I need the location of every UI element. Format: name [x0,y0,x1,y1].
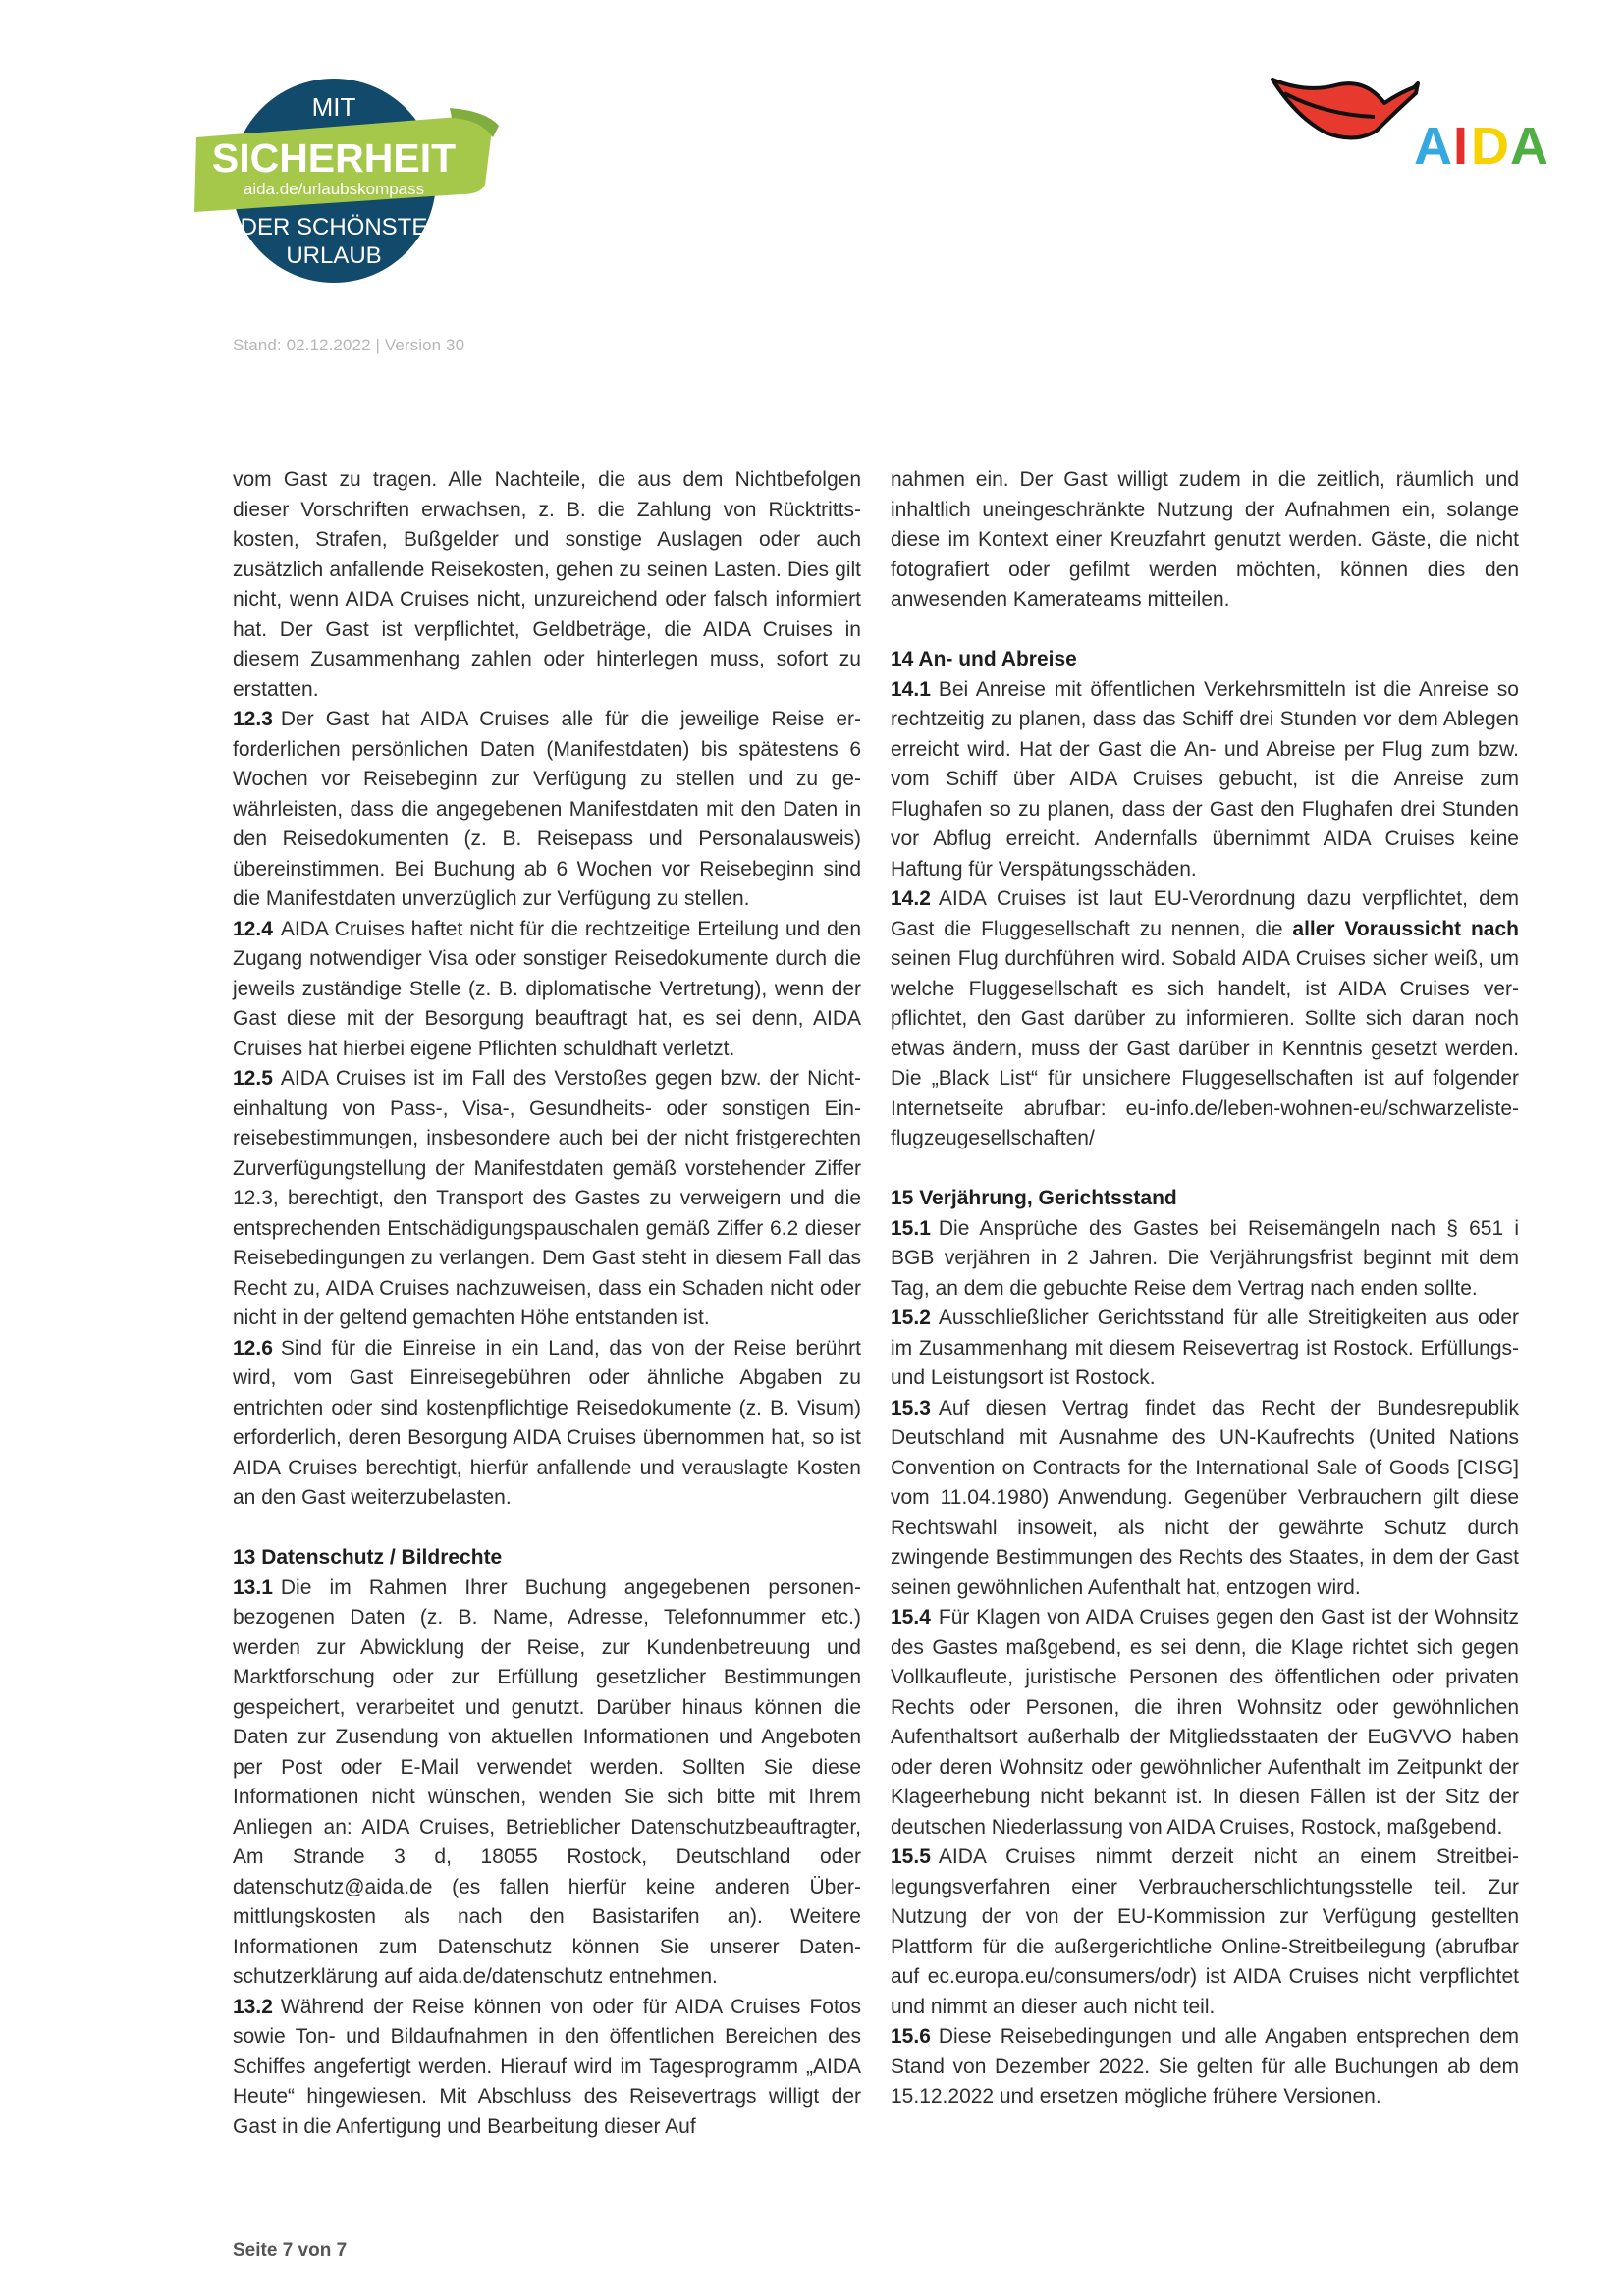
clause-15-4 [891,1603,1519,1842]
clause-text: AIDA Cruises nimmt derzeit nicht an einem Streitbeilegungsverfahren einer Verbraucherschlichtungsstelle teil. Zur Nutzung der von der EU-Kommission zur Verfügung gestellten Plattform für die außergerichtliche Online-Streitbeilegung (abrufbar auf ec.europa.eu/consumers/odr) ist AIDA Cruises nicht verpflichtet und nimmt an dieser auch nicht teil. [891,1845,1519,2018]
logo-letter-a1: A [1414,117,1452,172]
clause-text: Die Ansprüche des Gastes bei Reisemängeln nach § 651 i BGB verjähren in 2 Jahren. Die Verjährungsfrist beginnt mit dem Tag, an dem die gebuchte Reise dem Vertrag nach enden sollte. [891,1216,1519,1300]
logo-letter-a2: A [1510,117,1548,172]
clause-number: 15.6 [891,2025,931,2048]
clause-text: Ausschließlicher Gerichtsstand für alle Streitigkeiten aus oder im Zusammenhang mit diesem Reisevertrag ist Rostock. Erfüllungs- und Leistungsort ist Rostock. [891,1307,1519,1389]
clause-text: seinen Flug durchführen wird. Sobald AIDA Cruises sicher weiß, um welche Fluggesellschaft es sich handelt, ist AIDA Cruises verpflichtet, den Gast darüber zu informieren. Sollte sich daran noch etwas ändern, muss der Gast darüber in Kenntnis gesetzt werden. Die „Black List“ für unsichere Fluggesellschaften ist auf folgender Internetseite abrufbar: eu-info.de/leben-wohnen-eu/schwarzeliste-flugzeugesellschaften/ [891,947,1519,1149]
clause-14-1 [891,675,1519,885]
section-heading-13: 13 Datenschutz / Bildrechte [233,1546,503,1569]
badge-line1: MIT [311,92,356,122]
clause-13-1 [233,1574,861,1993]
clause-emphasis: aller Voraussicht nach [1292,917,1519,940]
clause-12-4 [233,915,861,1065]
clause-number: 14.1 [891,677,931,701]
clause-15-2 [891,1304,1519,1394]
clause-number: 13.2 [233,1995,273,2018]
clause-15-3 [891,1394,1519,1604]
clause-13-2 [233,1993,861,2143]
clause-12-5 [233,1064,861,1334]
clause-12-6 [233,1334,861,1514]
clause-text: Sind für die Einreise in ein Land, das von der Reise berührt wird, vom Gast Einreisegebühren oder ähnliche Abgaben zu entrichten oder sind kostenpflichtige Reisedokumente (z. B. Visum) erforderlich, deren Besorgung AIDA Cruises übernommen hat, so ist AIDA Cruises berechtigt, hierfür anfallende und verauslagte Kosten an den Gast weiterzubelasten. [233,1336,861,1509]
clause-text: Der Gast hat AIDA Cruises alle für die jeweilige Reise erforderlichen persönlichen Daten (Manifestdaten) bis spätestens 6 Wochen vor Reisebeginn zur Verfügung zu stellen und zu gewährleisten, dass die angegebenen Manifestdaten mit den Daten in den Reisedokumenten (z. B. Reisepass und Personalausweis) übereinstimmen. Bei Buchung ab 6 Wochen vor Reisebeginn sind die Manifestdaten unverzüglich zur Verfügung zu stellen. [233,708,861,910]
aida-logo [1267,74,1561,172]
clause-number: 15.4 [891,1606,931,1629]
badge-url: aida.de/urlaubskompass [243,180,425,198]
section-heading-14: 14 An- und Abreise [891,648,1077,670]
clause-text: Während der Reise können von oder für AIDA Cruises Fotos sowie Ton- und Bildaufnahmen in den öffentlichen Bereichen des Schiffes angefertigt werden. Hierauf wird im Tagesprogramm „AIDA Heute“ hingewiesen. Mit Abschluss des Reisevertrags willigt der Gast in die Anfertigung und Bearbeitung dieser Auf [233,1995,861,2138]
badge-line4: URLAUB [286,242,382,269]
version-stamp: Stand: 02.12.2022 | Version 30 [233,336,465,354]
clause-number: 12.3 [233,708,273,730]
page-number: Seite 7 von 7 [233,2240,348,2261]
badge-line3: DER SCHÖNSTE [240,214,428,240]
clause-text: AIDA Cruises ist laut EU-Verordnung dazu verpflichtet, dem Gast die Fluggesellschaft zu nennen, die [891,887,1519,940]
clause-text: Bei Anreise mit öffentlichen Verkehrsmitteln ist die Anreise so rechtzeitig zu planen, dass das Schiff drei Stunden vor dem Ablegen erreicht wird. Hat der Gast die An- und Abreise per Flug zum bzw. vom Schiff über AIDA Cruises gebucht, ist die Anreise zum Flughafen so zu planen, dass der Gast den Flughafen drei Stunden vor Abflug erreicht. Andernfalls übernimmt AIDA Cruises keine Haftung für Verspätungsschäden. [891,677,1519,881]
paragraph-continuation: vom Gast zu tragen. Alle Nachteile, die aus dem Nichtbefolgen dieser Vorschriften erwachsen, z. B. die Zahlung von Rücktrittskosten, Strafen, Bußgelder und sonstige Auslagen oder auch zusätzlich anfallende Reisekosten, gehen zu seinen Lasten. Dies gilt nicht, wenn AIDA Cruises nicht, unzureichend oder falsch informiert hat. Der Gast ist verpflichtet, Geldbeträge, die AIDA Cruises in diesem Zusammenhang zahlen oder hinterlegen muss, sofort zu erstatten. [233,468,861,701]
section-heading-15: 15 Verjährung, Gerichtsstand [891,1187,1177,1209]
clause-14-2 [891,884,1519,1154]
clause-12-3 [233,705,861,915]
clause-number: 15.1 [891,1216,931,1240]
badge-line2: SICHERHEIT [211,135,457,181]
left-column [233,465,861,2142]
clause-number: 15.5 [891,1845,931,1868]
clause-text: Auf diesen Vertrag findet das Recht der Bundesrepublik Deutschland mit Ausnahme des UN-Kaufrechts (United Nations Convention on Contracts for the International Sale of Goods [CISG] vom 11.04.1980) Anwendung. Gegenüber Verbrauchern gilt diese Rechtswahl insoweit, als nicht der gewährte Schutz durch zwingende Bestimmungen des Rechts des Staates, in dem der Gast seinen gewöhnlichen Aufenthalt hat, entzogen wird. [891,1396,1519,1599]
clause-15-5 [891,1842,1519,2022]
clause-number: 12.4 [233,917,273,940]
clause-number: 12.5 [233,1067,273,1090]
logo-letter-d: D [1471,117,1509,172]
clause-text: Für Klagen von AIDA Cruises gegen den Gast ist der Wohnsitz des Gastes maßgebend, es sei denn, die Klage richtet sich gegen Vollkaufleute, juristische Personen des öffentlichen oder privaten Rechts oder Personen, die ihren Wohnsitz oder gewöhnlichen Aufenthaltsort außerhalb der Mitgliedsstaaten der EuGVVO haben oder deren Wohnsitz oder gewöhnlicher Aufenthalt im Zeitpunkt der Klageerhebung nicht bekannt ist. In diesen Fällen ist der Sitz der deutschen Niederlassung von AIDA Cruises, Rostock, maßgebend. [891,1606,1519,1839]
paragraph-continuation: nahmen ein. Der Gast willigt zudem in die zeitlich, räumlich und inhaltlich uneingeschränkte Nutzung der Aufnahmen ein, solange diese im Kontext einer Kreuzfahrt genutzt werden. Gäste, die nicht fotografiert oder gefilmt werden möchten, können dies den anwesenden Kamerateams mitteilen. [891,468,1519,611]
logo-letter-i: I [1453,117,1469,172]
clause-number: 15.3 [891,1396,931,1419]
clause-text: Diese Reisebedingungen und alle Angaben entsprechen dem Stand von Dezember 2022. Sie gelten für alle Buchungen ab dem 15.12.2022 und ersetzen mögliche frühere Versionen. [891,2025,1519,2108]
clause-15-6 [891,2022,1519,2112]
clause-number: 14.2 [891,887,931,910]
lips-icon [1272,80,1418,138]
clause-text: Die im Rahmen Ihrer Buchung angegebenen personenbezogenen Daten (z. B. Name, Adresse, Telefonnummer etc.) werden zur Abwicklung der Reise, zur Kundenbetreuung und Marktforschung oder zur Erfüllung gesetzlicher Bestimmungen gespeichert, verarbeitet und genutzt. Darüber hinaus können die Daten zur Zusendung von aktuellen Informationen und Angeboten per Post oder E-Mail verwendet werden. Sollten Sie diese Informationen nicht wünschen, wenden Sie sich bitte mit Ihrem Anliegen an: AIDA Cruises, Betrieblicher Datenschutzbeauftragter, Am Strande 3 d, 18055 Rostock, Deutschland oder datenschutz@aida.de (es fallen hierfür keine anderen Übermittlungskosten als nach den Basistarifen an). Weitere Informationen zum Datenschutz können Sie unserer Datenschutzerklärung auf aida.de/datenschutz entnehmen. [233,1575,861,1988]
clause-number: 12.6 [233,1336,273,1360]
clause-text: AIDA Cruises ist im Fall des Verstoßes gegen bzw. der Nichteinhaltung von Pass-, Visa-, Gesundheits- oder sonstigen Einreisebestimmungen, insbesondere auch bei der nicht fristgerechten Zurverfügungstellung der Manifestdaten gemäß vorstehender Ziffer 12.3, berechtigt, den Transport des Gastes zu verweigern und die entsprechenden Entschädigungspauschalen gemäß Ziffer 6.2 dieser Reisebedingungen zu verlangen. Dem Gast steht in diesem Fall das Recht zu, AIDA Cruises nachzuweisen, dass ein Schaden nicht oder nicht in der geltend gemachten Höhe entstanden ist. [233,1067,861,1329]
clause-text: AIDA Cruises haftet nicht für die rechtzeitige Erteilung und den Zugang notwendiger Visa oder sonstiger Reisedokumente durch die jeweils zuständige Stelle (z. B. diplomatische Vertretung), wenn der Gast diese mit der Besorgung beauftragt hat, es sei denn, AIDA Cruises hat hierbei eigene Pflichten schuldhaft verletzt. [233,917,861,1060]
right-column [891,465,1519,2112]
clause-15-1 [891,1214,1519,1305]
clause-number: 15.2 [891,1307,931,1329]
urlaubskompass-badge [187,57,501,312]
clause-number: 13.1 [233,1575,273,1599]
